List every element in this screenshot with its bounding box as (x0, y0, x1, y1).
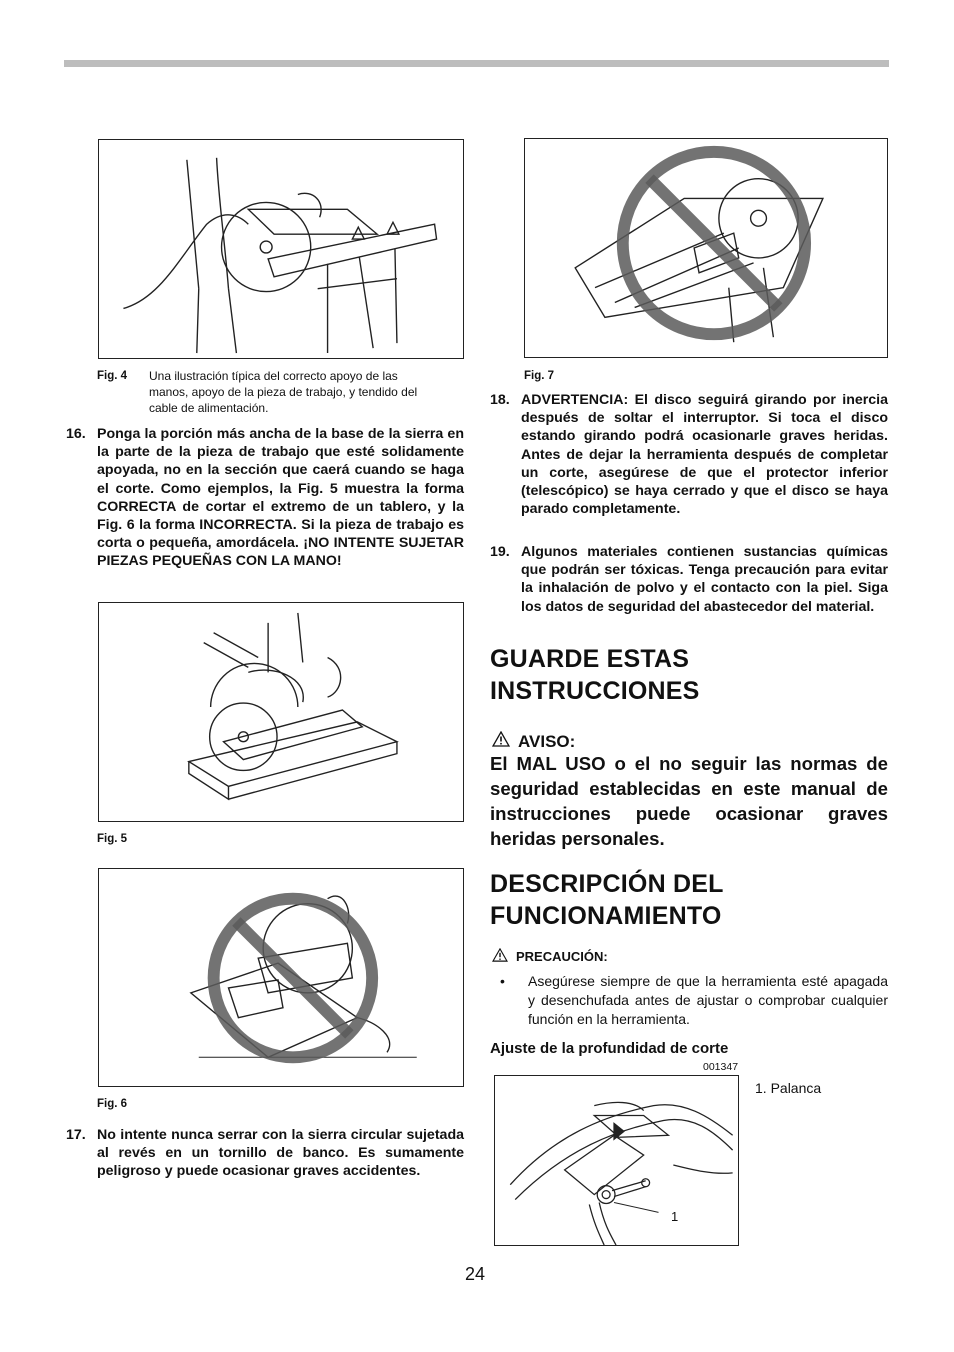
figure-4-caption-line: cable de alimentación. (149, 401, 269, 415)
figure-4-label: Fig. 4 (97, 370, 128, 382)
lever-callout: 1 (671, 1209, 679, 1224)
figure-6-label: Fig. 6 (97, 1098, 128, 1110)
figure-4-caption-line: manos, apoyo de la pieza de trabajo, y tendido del (149, 385, 418, 399)
bullet-dot: • (500, 973, 505, 989)
instruction-17 (66, 1126, 464, 1181)
figure-7-illustration (524, 138, 888, 358)
caution-triangle-icon (492, 948, 508, 965)
instruction-19 (490, 543, 888, 616)
figure-7-label: Fig. 7 (524, 370, 555, 382)
figure-4-illustration (98, 139, 464, 359)
figure-5-illustration (98, 602, 464, 822)
instruction-16 (66, 425, 464, 571)
instruction-18 (490, 391, 888, 518)
instruction-number: 18. (490, 392, 510, 408)
figure-6-illustration (98, 868, 464, 1087)
instruction-number: 19. (490, 544, 510, 560)
page-number: 24 (465, 1264, 486, 1284)
instruction-number: 16. (66, 426, 86, 442)
section-heading-descripcion (490, 868, 724, 932)
figure-6-caption (97, 1095, 127, 1112)
caution-title (492, 948, 608, 965)
section-heading-guarde (490, 643, 700, 707)
warning-body: El MAL USO o el no seguir las normas de seguridad establecidas en este manual de instrucciones puede ocasionar graves heridas personales. (490, 753, 888, 849)
figure-5-label: Fig. 5 (97, 833, 128, 845)
depth-adjust-illustration (494, 1075, 739, 1246)
warning-triangle-icon (492, 731, 510, 752)
figure-5-caption (97, 830, 127, 847)
subsection-heading-ajuste: Ajuste de la profundidad de corte (490, 1040, 729, 1057)
figure-legend: 1. Palanca (755, 1080, 822, 1096)
figure-7-caption (524, 367, 554, 384)
top-rule (64, 60, 889, 67)
figure-4-caption-line: Una ilustración típica del correcto apoyo de las (149, 369, 398, 383)
warning-title (492, 731, 575, 752)
figure-code: 001347 (703, 1061, 739, 1073)
heading-line: DESCRIPCIÓN DEL (490, 870, 724, 898)
warning-title-text: AVISO: (518, 731, 576, 751)
heading-line: FUNCIONAMIENTO (490, 902, 722, 930)
instruction-text: ADVERTENCIA: El disco seguirá girando por inercia después de soltar el interruptor. Si toca el disco estando girando podrá ocasionarle graves heridas. Antes de dejar la herramienta después de completar un corte, asegúrese de que el protector inferior (telescópico) se haya cerrado y que el disco se haya parado completamente. (521, 392, 888, 518)
instruction-text: Algunos materiales contienen sustancias químicas que podrán ser tóxicas. Tenga precaución para evitar la inhalación de polvo y el contacto con la piel. Siga los datos de seguridad del abastecedor del material. (521, 544, 888, 615)
figure-4-caption (97, 368, 467, 416)
heading-line: GUARDE ESTAS (490, 645, 690, 673)
caution-bullet (490, 972, 888, 1029)
caution-title-text: PRECAUCIÓN: (516, 949, 608, 964)
instruction-number: 17. (66, 1127, 86, 1143)
instruction-text: Ponga la porción más ancha de la base de la sierra en la parte de la pieza de trabajo que esté solidamente apoyada, no en la sección que caerá cuando se haga el corte. Como ejemplos, la Fig. 5 muestra la forma CORRECTA de cortar el extremo de un tablero, y la Fig. 6 la forma INCORRECTA. Si la pieza de trabajo es corta o pequeña, amordácela. ¡NO INTENTE SUJETAR PIEZAS PEQUEÑAS CON LA MANO! (97, 426, 464, 570)
caution-bullet-text: Asegúrese siempre de que la herramienta esté apagada y desenchufada antes de ajustar o comprobar cualquier función en la herramienta. (528, 973, 888, 1027)
instruction-text: No intente nunca serrar con la sierra circular sujetada al revés en un tornillo de banco. Es sumamente peligroso y puede ocasionar graves accidentes. (97, 1127, 464, 1180)
heading-line: INSTRUCCIONES (490, 677, 700, 705)
